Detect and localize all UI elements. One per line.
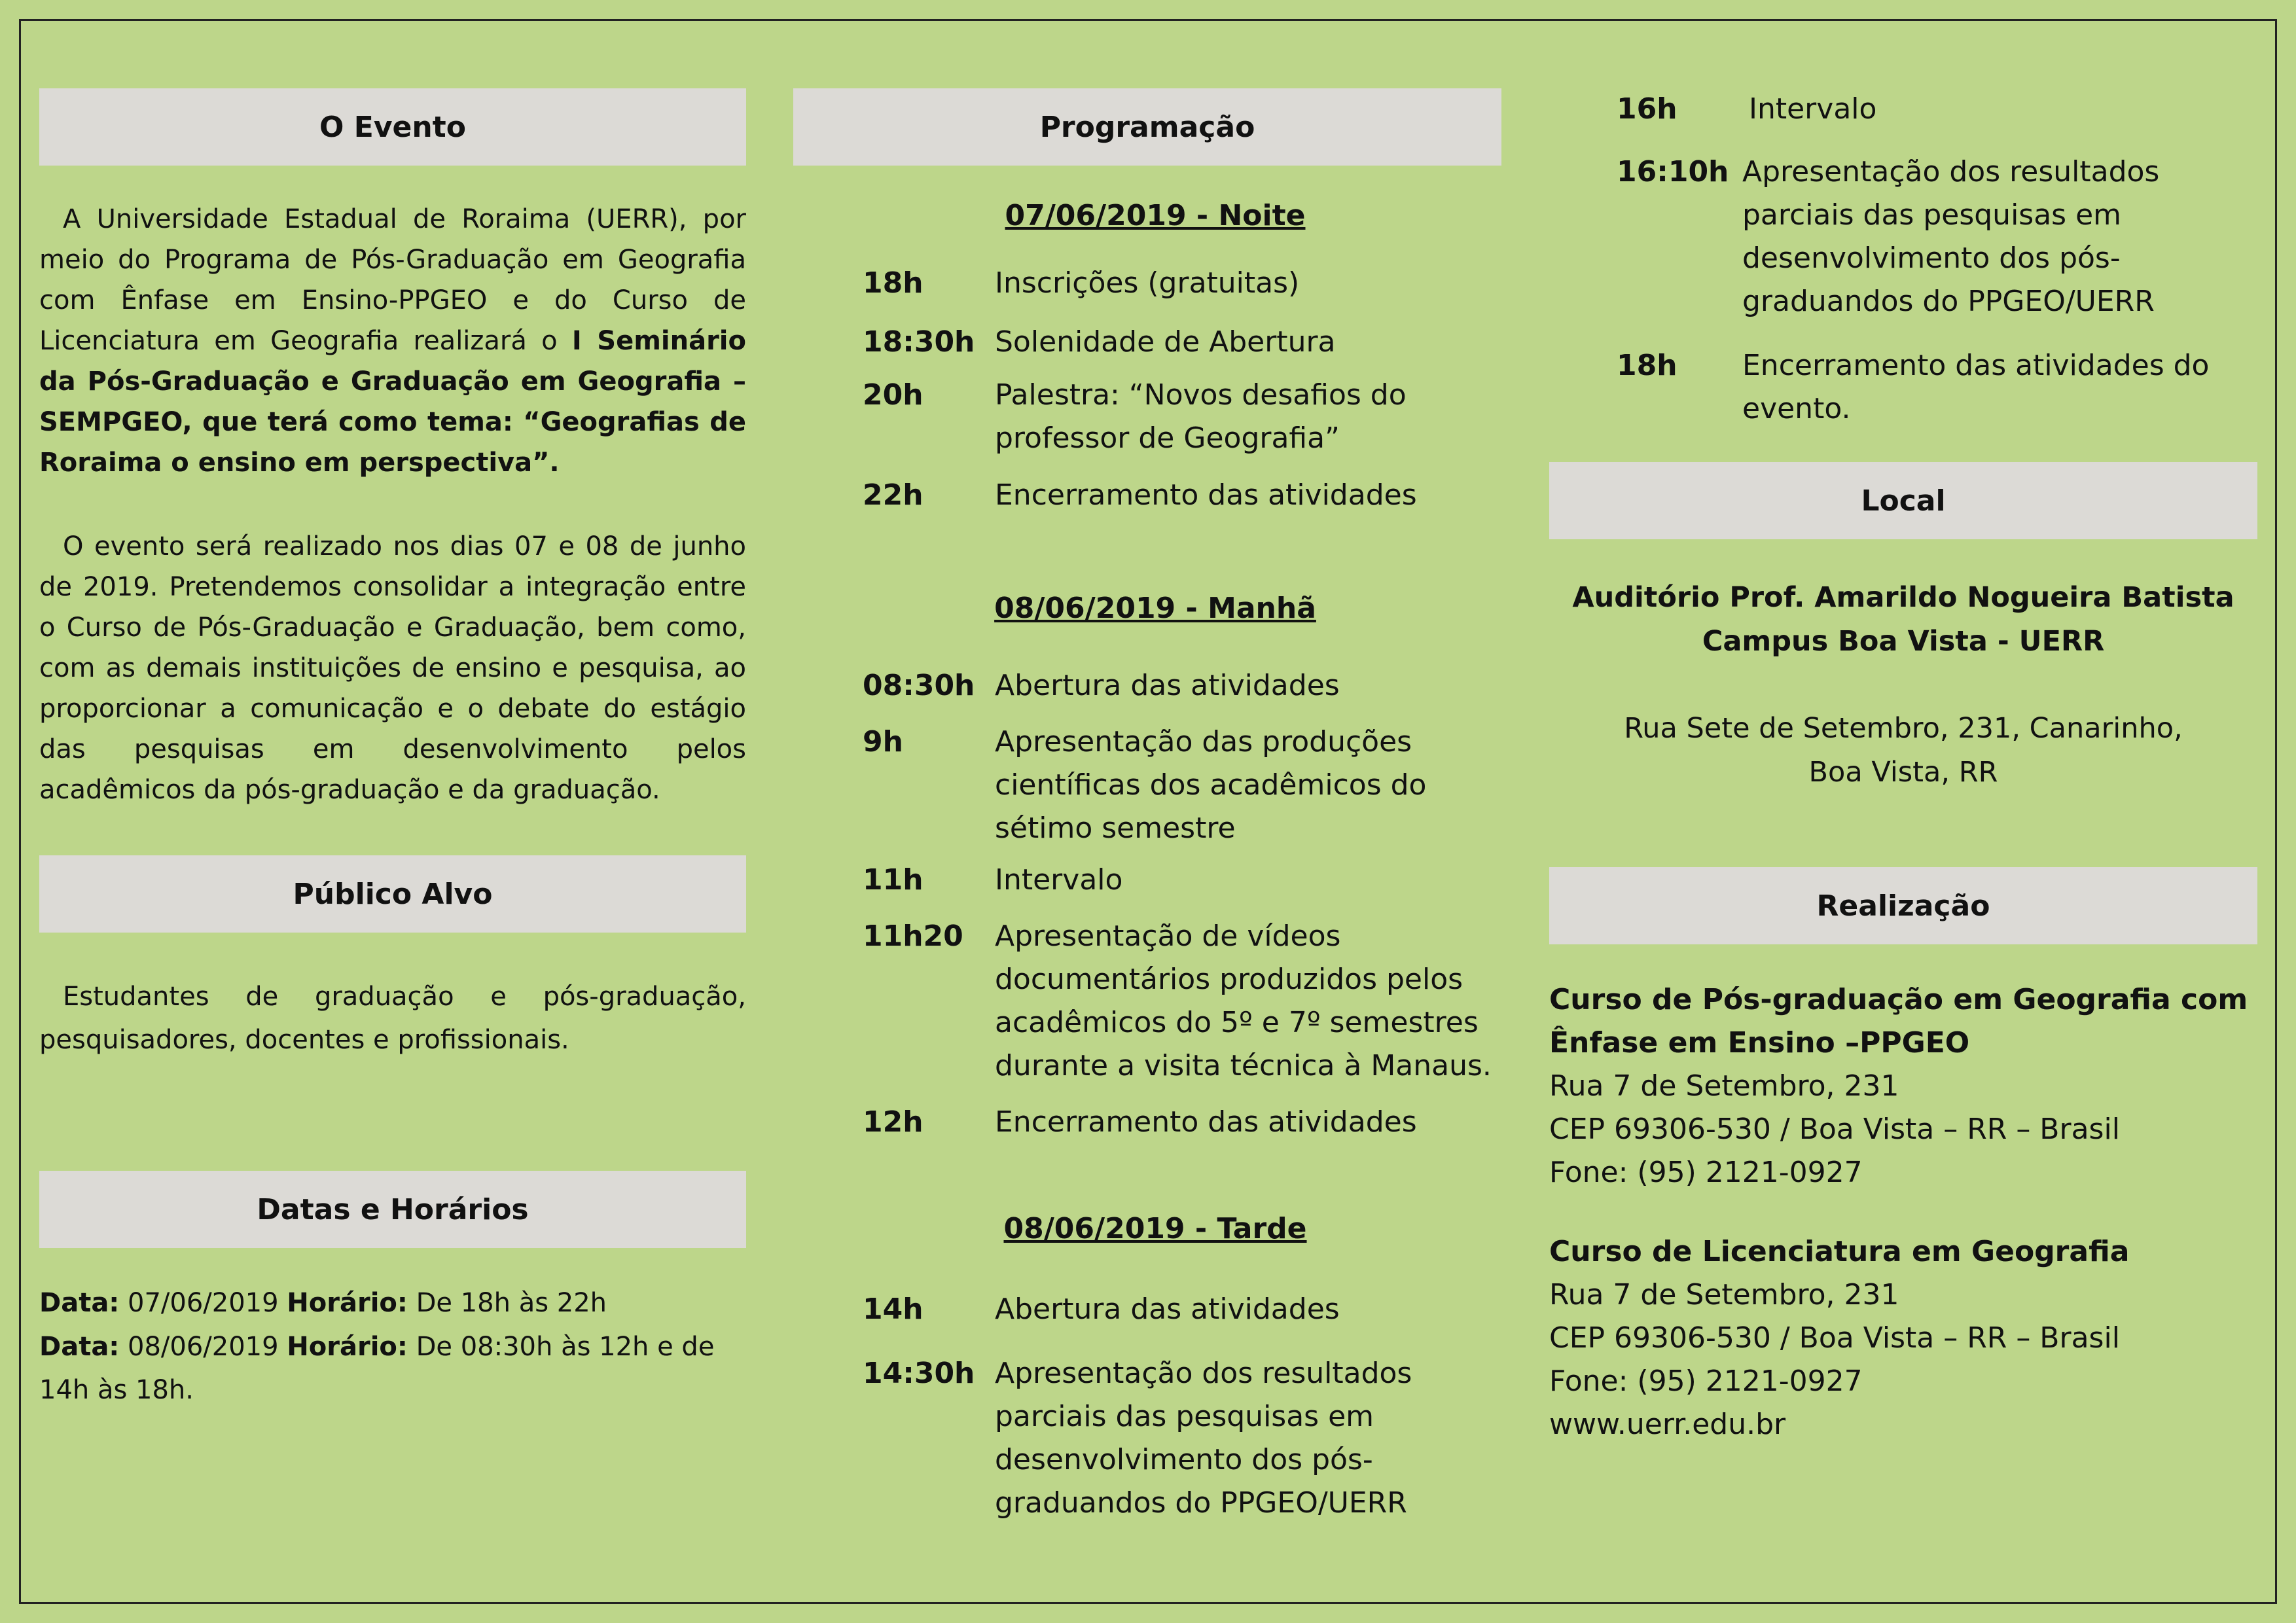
time-label: Horário: [287,1332,408,1362]
schedule-time: 9h [863,725,903,758]
local-heading: Local [1549,462,2257,539]
schedule-desc: Intervalo [1749,92,1877,126]
schedule-desc: Apresentação dos resultados parciais das pesquisas em desenvolvimento dos pós-graduandos do PPGEO/UERR [995,1357,1412,1520]
schedule-time: 22h [863,478,924,512]
schedule-desc: Apresentação de vídeos documentários produzidos pelos acadêmicos do 5º e 7º semestres durante a visita técnica à Manaus. [995,919,1492,1082]
venue-campus: Campus Boa Vista - UERR [1702,625,2105,658]
time-label: Horário: [287,1288,408,1318]
night-date-title: 07/06/2019 - Noite [1005,199,1306,232]
schedule-time: 16h [1617,92,1677,126]
schedule-desc: Solenidade de Abertura [995,325,1336,359]
time-value: De 08:30h às 12h e de 14h às 18h. [39,1332,715,1405]
event-paragraph-1 [39,199,746,483]
organizer-1-cep: CEP 69306-530 / Boa Vista – RR – Brasil [1549,1113,2120,1146]
organizer-2-address: Rua 7 de Setembro, 231 [1549,1278,1899,1311]
audience-text: Estudantes de graduação e pós-graduação, pesquisadores, docentes e profissionais. [39,982,746,1055]
schedule-time: 08:30h [863,669,975,702]
date-label: Data: [39,1332,120,1362]
program-heading: Programação [793,88,1501,166]
organizer-1-name-2: Ênfase em Ensino –PPGEO [1549,1026,1970,1060]
organizer-1-address: Rua 7 de Setembro, 231 [1549,1069,1899,1103]
schedule-desc: Abertura das atividades [995,1293,1340,1326]
event-paragraph-1-bold: I Seminário da Pós-Graduação e Graduação em Geografia – SEMPGEO, que terá como tema: “Geografias de Roraima o ensino em perspectiva”. [39,326,746,478]
schedule-desc: Apresentação dos resultados parciais das pesquisas em desenvolvimento dos pós-graduandos do PPGEO/UERR [1742,155,2160,318]
schedule-time: 14h [863,1293,924,1326]
schedule-desc: Intervalo [995,863,1123,897]
dates-line-2 [39,1325,746,1412]
organizer-2-name: Curso de Licenciatura em Geografia [1549,1235,2130,1268]
schedule-time: 11h [863,863,924,897]
schedule-time: 20h [863,378,924,412]
dates-heading: Datas e Horários [39,1171,746,1248]
schedule-desc: Abertura das atividades [995,669,1340,702]
organizer-2-phone: Fone: (95) 2121-0927 [1549,1364,1863,1398]
event-paragraph-2: O evento será realizado nos dias 07 e 08 de junho de 2019. Pretendemos consolidar a integração entre o Curso de Pós-Graduação e Graduação, bem como, com as demais instituições de ensino e pesquisa, ao proporcionar a comunicação e o debate do estágio das pesquisas em desenvolvimento pelos acadêmicos da pós-graduação e da graduação. [39,531,746,805]
event-paragraph-1-text: A Universidade Estadual de Roraima (UERR), por meio do Programa de Pós-Graduação em Geografia com Ênfase em Ensino-PPGEO e do Curso de Licenciatura em Geografia realizará o [39,204,746,356]
organizer-2-cep: CEP 69306-530 / Boa Vista – RR – Brasil [1549,1321,2120,1355]
schedule-time: 12h [863,1105,924,1139]
schedule-time: 16:10h [1617,155,1729,188]
schedule-desc: Palestra: “Novos desafios do professor de Geografia” [995,378,1407,455]
realizacao-heading: Realização [1549,867,2257,944]
organizer-1 [1549,978,2257,1194]
schedule-time: 18h [1617,349,1677,382]
venue-address-2: Boa Vista, RR [1808,756,1998,789]
time-value: De 18h às 22h [407,1288,607,1318]
organizer-1-phone: Fone: (95) 2121-0927 [1549,1156,1863,1189]
schedule-desc: Encerramento das atividades [995,1105,1417,1139]
schedule-time: 14:30h [863,1357,975,1390]
dates-line-1 [39,1281,746,1325]
schedule-desc: Apresentação das produções científicas dos acadêmicos do sétimo semestre [995,725,1427,845]
audience-heading: Público Alvo [39,855,746,933]
schedule-time: 18:30h [863,325,975,359]
schedule-time: 11h20 [863,919,963,953]
venue-address-1: Rua Sete de Setembro, 231, Canarinho, [1624,712,2183,745]
organizer-2 [1549,1230,2257,1446]
schedule-time: 18h [863,266,924,300]
morning-date-title: 08/06/2019 - Manhã [994,592,1316,625]
date-value: 08/06/2019 [119,1332,287,1362]
schedule-desc: Encerramento das atividades [995,478,1417,512]
organizer-1-name-1: Curso de Pós-graduação em Geografia com [1549,983,2248,1016]
date-value: 07/06/2019 [119,1288,287,1318]
organizer-2-website[interactable]: www.uerr.edu.br [1549,1408,1786,1441]
event-heading: O Evento [39,88,746,166]
afternoon-date-title: 08/06/2019 - Tarde [1003,1212,1307,1245]
schedule-desc: Inscrições (gratuitas) [995,266,1300,300]
venue-name: Auditório Prof. Amarildo Nogueira Batista [1572,581,2234,614]
schedule-desc: Encerramento das atividades do evento. [1742,349,2210,425]
date-label: Data: [39,1288,120,1318]
